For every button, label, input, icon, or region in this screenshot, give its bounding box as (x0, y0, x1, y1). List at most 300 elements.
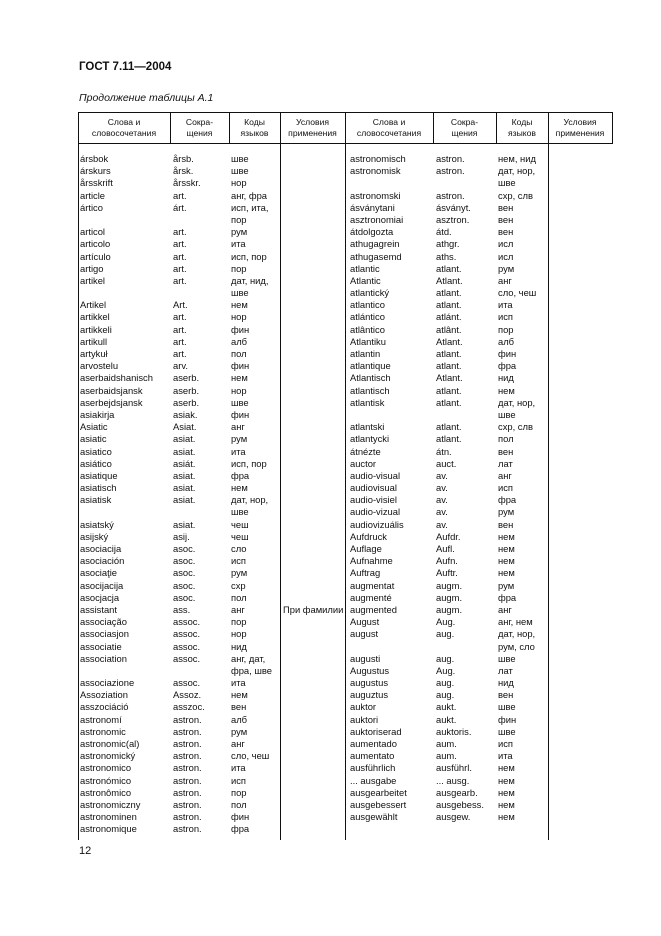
table-cell (283, 787, 343, 799)
table-cell: asociaţie (80, 567, 118, 579)
table-cell: Auftr. (436, 567, 458, 579)
table-cell: art. (173, 189, 187, 201)
header-line: Коды (244, 116, 265, 127)
table-cell: пол (498, 433, 514, 445)
table-cell: Assoziation (80, 689, 128, 701)
table-cell: assoc. (173, 628, 201, 640)
table-cell: asiat. (173, 469, 196, 481)
column-divider (78, 112, 79, 840)
table-cell: ита (231, 445, 246, 457)
column-divider (280, 112, 281, 840)
table-cell: нем (231, 482, 248, 494)
table-cell: фра (231, 469, 250, 481)
table-cell: aug. (436, 652, 455, 664)
table-cell: atlant. (436, 348, 462, 359)
table-cell: дат, нор, (498, 628, 536, 640)
table-cell: assistant (80, 603, 117, 615)
table-cell: Asiat. (173, 421, 197, 433)
table-cell: шве (498, 725, 516, 737)
table-cell (283, 726, 343, 738)
table-cell: алб (231, 713, 248, 725)
table-cell (283, 385, 343, 397)
table-cell: atlantisk (350, 396, 385, 408)
table-cell: asiatisk (80, 494, 112, 506)
table-cell: atlant. (436, 287, 462, 299)
header-line: языков (240, 127, 269, 138)
table-cell (283, 165, 343, 177)
table-cell: фин (231, 323, 250, 335)
header-line: Слова и (107, 116, 141, 127)
header-line: Коды (511, 116, 533, 127)
table-cell: вен (498, 445, 514, 457)
table-cell: анг (231, 738, 245, 749)
header-line: Условия (563, 116, 597, 127)
table-cell: atlantic (350, 262, 380, 274)
table-cell (283, 190, 343, 202)
table-cell: art. (173, 226, 187, 238)
table-cell: athgr. (436, 238, 460, 250)
table-cell: art. (173, 238, 187, 250)
table-cell: фин (231, 811, 250, 823)
table-cell: artikkel (80, 311, 110, 323)
table-cell: asszociáció (80, 701, 129, 713)
table-cell: aserb. (173, 396, 200, 408)
table-cell: astron. (173, 823, 202, 835)
table-cell: astronomic(al) (80, 738, 140, 749)
table-cell: Aufdr. (436, 530, 461, 542)
table-cell: asiat. (173, 433, 196, 445)
table-cell: фин (498, 713, 517, 725)
column-abbreviations-right (436, 153, 484, 836)
abbreviation-table (78, 112, 613, 840)
table-cell: Aufl. (436, 543, 455, 554)
table-cell: aserbaidsjansk (80, 384, 143, 396)
table-cell (173, 665, 205, 677)
table-cell: фра (498, 494, 517, 506)
table-cell: нем (231, 689, 248, 701)
table-cell: ... ausg. (436, 774, 470, 786)
table-cell: audio-vizual (350, 506, 401, 518)
table-cell (283, 775, 343, 787)
table-cell: astronomico (80, 762, 132, 774)
table-cell: нор (231, 177, 247, 189)
table-cell: augmented (350, 603, 397, 615)
table-cell: пор (231, 786, 247, 798)
table-cell (283, 519, 343, 531)
table-cell: Auflage (350, 543, 382, 554)
header-line: словосочетания (356, 127, 422, 138)
table-cell: asiatský (80, 518, 114, 530)
table-cell (173, 214, 205, 226)
table-cell (283, 214, 343, 226)
table-cell: алб (231, 335, 248, 347)
table-cell: art. (173, 348, 187, 359)
table-cell: augm. (436, 603, 463, 615)
table-cell: articol (80, 226, 106, 238)
table-cell (283, 458, 343, 470)
table-cell: astronomisch (350, 153, 406, 164)
table-cell: шве (231, 153, 249, 164)
table-cell: asiak. (173, 408, 198, 420)
table-cell: нем (498, 811, 515, 823)
table-cell: asiat. (173, 482, 196, 494)
column-conditions-left (283, 153, 343, 836)
column-divider (345, 112, 346, 840)
table-cell (283, 348, 343, 360)
table-cell: ausgebess. (436, 798, 484, 810)
table-cell: нем (498, 555, 515, 567)
table-cell: Art. (173, 299, 188, 311)
table-cell: August (350, 616, 380, 628)
table-cell: artikull (80, 335, 108, 347)
table-cell (283, 360, 343, 372)
table-cell: assoc. (173, 652, 201, 664)
table-cell (283, 506, 343, 518)
table-cell: article (80, 189, 106, 201)
table-cell: шве (498, 177, 516, 189)
table-cell: atlantique (350, 360, 391, 372)
header-line: щения (186, 127, 213, 138)
table-cell: лат (498, 664, 513, 676)
table-cell: asiat. (173, 494, 196, 506)
table-cell: ита (498, 750, 513, 762)
table-cell (283, 714, 343, 726)
table-cell: asociacija (80, 543, 122, 554)
table-cell: нем, нид (498, 153, 536, 164)
table-cell: Aug. (436, 664, 456, 676)
table-cell: дат, нор, (498, 396, 536, 408)
table-cell: asoc. (173, 591, 196, 603)
table-cell: нид (231, 640, 247, 652)
table-cell: astron. (173, 738, 202, 749)
table-cell: asoc. (173, 579, 196, 591)
table-cell: рум (498, 506, 515, 518)
table-cell: нор (231, 628, 247, 640)
table-cell (436, 823, 484, 835)
table-cell: aumentato (350, 750, 395, 762)
table-cell: нем (498, 384, 515, 396)
table-cell: сло, чеш (498, 287, 537, 299)
table-cell: вен (498, 518, 514, 530)
table-cell: astronomski (350, 189, 401, 201)
table-cell: aug. (436, 689, 455, 701)
table-cell: пол (231, 591, 247, 603)
table-cell: чеш (231, 518, 249, 530)
table-cell: исп (231, 555, 247, 567)
table-cell: asiát. (173, 457, 196, 469)
table-cell: фра (231, 823, 250, 835)
table-cell: asztron. (436, 213, 470, 225)
table-cell: atlantski (350, 421, 385, 433)
table-cell (283, 226, 343, 238)
header-line: Сокра- (450, 116, 479, 127)
table-cell (283, 762, 343, 774)
table-cell: aum. (436, 750, 457, 762)
table-cell: asiakirja (80, 408, 115, 420)
table-cell: нем (498, 798, 515, 810)
header-line: Условия (295, 116, 330, 127)
table-cell: Atlantiku (350, 335, 386, 347)
header-line: Сокра- (185, 116, 214, 127)
table-cell (283, 433, 343, 445)
table-cell (283, 641, 343, 653)
column-words-right (350, 153, 407, 836)
table-cell: astronomisk (350, 165, 401, 177)
table-cell (283, 677, 343, 689)
table-cell: анг (498, 603, 512, 615)
table-cell (283, 446, 343, 458)
table-cell: Aufn. (436, 555, 458, 567)
table-cell: av. (436, 482, 448, 494)
page-number: 12 (79, 845, 92, 857)
column-codes-right (498, 153, 536, 836)
table-cell: atlantycki (350, 433, 390, 445)
table-cell: astronominen (80, 811, 137, 823)
table-cell (283, 153, 343, 165)
table-cell: анг (498, 274, 512, 286)
table-cell: atlant. (436, 262, 462, 274)
table-cell: фин (231, 360, 250, 372)
table-cell: atlant. (436, 384, 462, 396)
table-cell: рум, сло (498, 640, 535, 652)
table-cell (283, 372, 343, 384)
table-cell: вен (498, 689, 514, 701)
table-cell: анг, нем (498, 616, 533, 628)
header-line: применения (288, 127, 337, 138)
table-cell: нем (231, 299, 248, 311)
table-cell: Aufdruck (350, 530, 387, 542)
table-cell: ausführlich (350, 762, 396, 774)
table-cell: Asiatic (80, 421, 108, 433)
table-cell: artikel (80, 274, 106, 286)
header-language-codes (229, 112, 280, 143)
table-cell (283, 616, 343, 628)
table-cell: árskurs (80, 165, 111, 177)
table-cell: art. (173, 323, 187, 335)
table-cell (283, 811, 343, 823)
table-cell: astron. (436, 165, 465, 177)
table-cell (436, 177, 484, 189)
table-cell: atlántico (350, 311, 385, 323)
table-cell (80, 287, 153, 299)
table-cell (283, 653, 343, 665)
table-cell: astron. (436, 189, 465, 201)
table-cell: átnézte (350, 445, 381, 457)
table-cell: ита (231, 762, 246, 774)
table-cell (283, 397, 343, 409)
table-cell (283, 251, 343, 263)
table-cell: artykuł (80, 348, 108, 359)
table-cell: нем (231, 372, 248, 384)
table-cell: При фамилии (283, 603, 344, 615)
table-cell: astron. (436, 153, 465, 164)
table-cell: пол (231, 348, 247, 359)
table-cell: Artikel (80, 299, 107, 311)
table-cell: associatie (80, 640, 122, 652)
column-words-left (80, 153, 153, 836)
table-cell: asocjacja (80, 591, 120, 603)
table-cell (283, 238, 343, 250)
table-cell (283, 665, 343, 677)
table-cell: artikkeli (80, 323, 112, 335)
table-cell: atlantin (350, 348, 381, 359)
table-cell: av. (436, 469, 448, 481)
table-cell: ... ausgabe (350, 774, 397, 786)
table-cell: ausgearb. (436, 786, 478, 798)
table-cell: art. (173, 311, 187, 323)
column-codes-left (231, 153, 272, 836)
table-cell: Atlant. (436, 335, 463, 347)
table-cell (283, 336, 343, 348)
table-cell: ита (231, 677, 246, 689)
table-cell: Atlant. (436, 274, 463, 286)
table-cell: aukt. (436, 701, 457, 713)
table-cell: associazione (80, 677, 135, 689)
table-cell: фин (231, 408, 250, 420)
header-language-codes (496, 112, 548, 143)
table-cell (350, 641, 407, 653)
table-cell: asijský (80, 530, 109, 542)
table-cell: atlant. (436, 396, 462, 408)
table-cell: aserbejdsjansk (80, 396, 143, 408)
table-cell: дат, нор, (498, 165, 536, 177)
table-cell: associação (80, 616, 127, 628)
table-cell: asiat. (173, 445, 196, 457)
table-cell: Assoz. (173, 689, 202, 701)
table-cell (80, 665, 153, 677)
table-cell: нор (231, 311, 247, 323)
table-cell: asoc. (173, 567, 196, 579)
table-cell (283, 470, 343, 482)
table-cell: Atlant. (436, 372, 463, 384)
table-cell (80, 214, 153, 226)
table-cell (283, 494, 343, 506)
table-cell (283, 287, 343, 299)
table-cell: art. (173, 335, 187, 347)
table-cell: astron. (173, 725, 202, 737)
table-cell: шве (231, 506, 249, 518)
table-cell: Aug. (436, 616, 456, 628)
table-cell: astron. (173, 750, 202, 762)
table-cell: вен (231, 701, 247, 713)
table-cell (283, 567, 343, 579)
table-cell: asoc. (173, 543, 196, 554)
table-cell: asoc. (173, 555, 196, 567)
table-cell: шве (231, 165, 249, 177)
table-cell: исп (498, 738, 514, 749)
table-cell: av. (436, 506, 448, 518)
table-cell: пор (231, 262, 247, 274)
table-cell: алб (498, 335, 515, 347)
table-cell: asiat. (173, 518, 196, 530)
table-cell: aug. (436, 677, 455, 689)
table-cell (283, 689, 343, 701)
table-cell: рум (498, 262, 515, 274)
table-cell: astron. (173, 798, 202, 810)
table-cell (80, 506, 153, 518)
table-cell: atlant. (436, 421, 462, 433)
table-cell (283, 531, 343, 543)
header-abbreviations (433, 112, 496, 143)
table-cell: aug. (436, 628, 455, 640)
table-cell: Atlantic (350, 274, 381, 286)
header-line: языков (508, 127, 536, 138)
document-title: ГОСТ 7.11—2004 (79, 61, 172, 73)
table-cell (283, 628, 343, 640)
table-cell: athugasemd (350, 250, 402, 262)
table-cell: исп (498, 311, 514, 323)
table-cell: ausführl. (436, 762, 472, 774)
table-cell: atlântico (350, 323, 385, 335)
table-cell (283, 555, 343, 567)
table-cell: шве (231, 396, 249, 408)
table-cell: aserb. (173, 372, 200, 384)
table-cell: рум (231, 433, 248, 445)
table-cell: схр, слв (498, 189, 533, 201)
table-cell (283, 202, 343, 214)
table-cell: assoc. (173, 616, 201, 628)
table-cell: дат, нид, (231, 274, 269, 286)
table-cell: анг (498, 469, 512, 481)
table-cell: чеш (231, 530, 249, 542)
table-cell: augmentat (350, 579, 395, 591)
table-cell (283, 592, 343, 604)
table-cell: фра (498, 591, 517, 603)
table-cell: ита (231, 238, 246, 250)
table-cell: ausgearbeitet (350, 786, 407, 798)
table-cell: анг, дат, (231, 652, 266, 664)
table-cell: нид (498, 677, 514, 689)
table-cell: atlant. (436, 360, 462, 372)
table-cell: átdolgozta (350, 226, 394, 238)
table-cell (283, 738, 343, 750)
table-cell: årsb. (173, 153, 194, 164)
table-cell: ásványt. (436, 201, 471, 213)
table-cell: asocijacija (80, 579, 124, 591)
table-cell: вен (498, 201, 514, 213)
table-cell (283, 750, 343, 762)
table-cell: исл (498, 238, 514, 250)
table-cell: augustus (350, 677, 389, 689)
table-cell: Atlantisch (350, 372, 391, 384)
header-conditions (280, 112, 345, 143)
table-cell: astron. (173, 786, 202, 798)
table-cell: årsskrift (80, 177, 113, 189)
table-cell: asiatisch (80, 482, 117, 494)
table-cell: Augustus (350, 664, 390, 676)
table-cell: лат (498, 457, 513, 469)
table-cell: audio-visual (350, 469, 401, 481)
table-cell: нем (498, 567, 515, 579)
table-cell: сло, чеш (231, 750, 270, 762)
table-cell: Aufnahme (350, 555, 393, 567)
table-cell (283, 799, 343, 811)
table-cell (283, 299, 343, 311)
table-cell: aumentado (350, 738, 397, 749)
table-cell: анг (231, 421, 245, 433)
table-cell (283, 701, 343, 713)
table-cell: atlant. (436, 299, 462, 311)
table-cell: astronomí (80, 713, 122, 725)
table-cell: átd. (436, 226, 452, 238)
header-words (345, 112, 433, 143)
table-cell: articolo (80, 238, 111, 250)
table-cell: atlantico (350, 299, 385, 311)
table-cell: auktor (350, 701, 377, 713)
table-cell: astronômico (80, 786, 132, 798)
table-cell (283, 311, 343, 323)
table-cell: нем (498, 530, 515, 542)
